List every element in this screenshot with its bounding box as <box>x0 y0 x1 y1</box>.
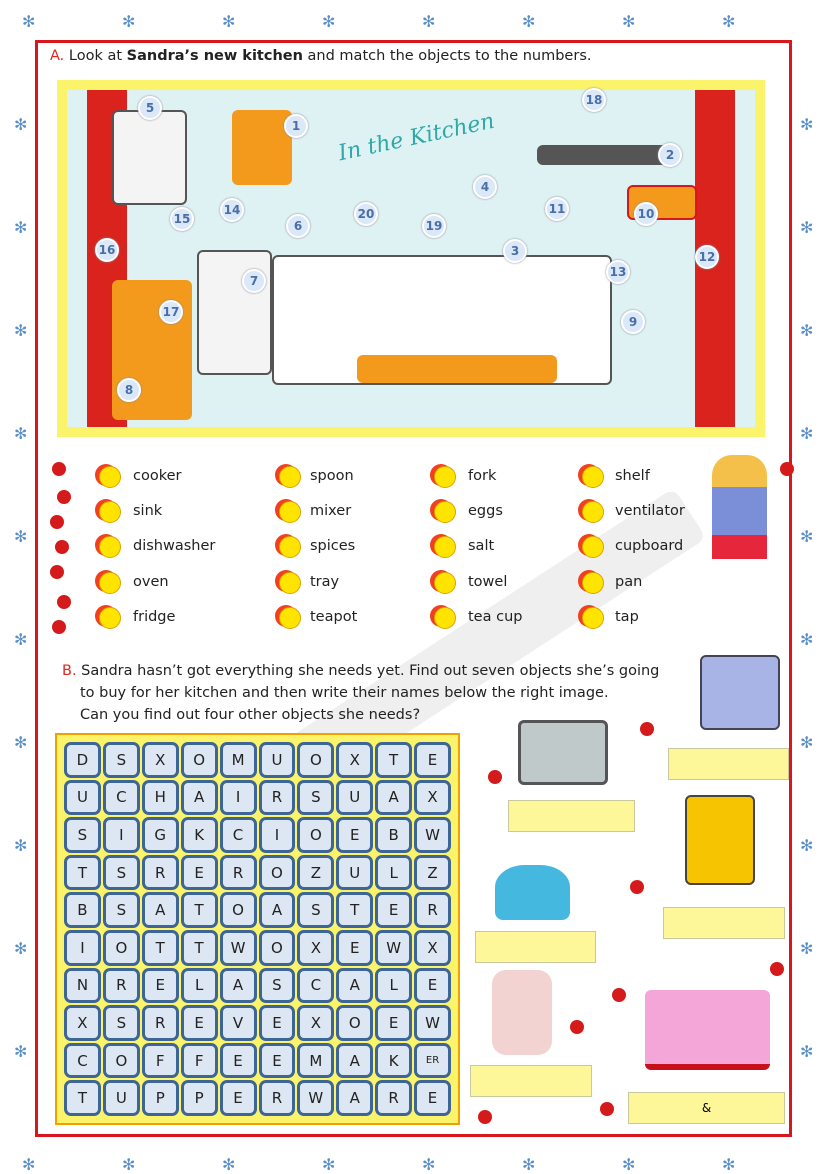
grid-letter[interactable]: I <box>64 930 101 966</box>
grid-letter[interactable]: F <box>181 1043 218 1079</box>
answer-circle[interactable] <box>99 466 121 488</box>
coffee-maker-image <box>685 795 755 885</box>
shelf-shape <box>537 145 667 165</box>
grid-letter[interactable]: S <box>297 780 334 816</box>
grid-letter[interactable]: H <box>142 780 179 816</box>
vocabulary-word: salt <box>468 538 495 554</box>
star-icon: ✻ <box>800 321 814 340</box>
cherry-icon <box>612 988 626 1002</box>
grid-letter[interactable]: U <box>259 742 296 778</box>
grid-letter[interactable]: C <box>103 780 140 816</box>
star-icon: ✻ <box>722 1155 736 1174</box>
kitchen-picture <box>57 80 765 437</box>
picture-number: 18 <box>582 88 606 112</box>
grid-letter[interactable]: K <box>375 1043 412 1079</box>
text: Sandra hasn’t got everything she needs yet. Find out seven objects she’s going <box>81 663 660 679</box>
star-icon: ✻ <box>14 630 28 649</box>
grid-letter[interactable]: Z <box>414 855 451 891</box>
picture-number: 12 <box>695 245 719 269</box>
star-icon: ✻ <box>800 1042 814 1061</box>
grid-letter[interactable]: S <box>297 892 334 928</box>
vocabulary-word: towel <box>468 574 508 590</box>
text: Look at <box>68 48 123 64</box>
star-icon: ✻ <box>800 836 814 855</box>
cherry-icon <box>57 490 71 504</box>
grid-letter[interactable]: O <box>220 892 257 928</box>
grid-letter[interactable]: C <box>297 968 334 1004</box>
answer-box[interactable] <box>508 800 635 832</box>
grid-letter[interactable]: E <box>259 1005 296 1041</box>
ventilator-shape <box>232 110 292 185</box>
picture-number: 1 <box>284 114 308 138</box>
grid-letter[interactable]: A <box>259 892 296 928</box>
oven-shape <box>197 250 272 375</box>
grid-letter[interactable]: N <box>64 968 101 1004</box>
cherry-icon <box>52 462 66 476</box>
answer-box[interactable] <box>663 907 785 939</box>
answer-circle[interactable] <box>582 607 604 629</box>
picture-number: 19 <box>422 214 446 238</box>
counter-base <box>357 355 557 383</box>
star-icon: ✻ <box>14 939 28 958</box>
grid-letter[interactable]: S <box>103 742 140 778</box>
star-icon: ✻ <box>800 115 814 134</box>
grid-letter[interactable]: E <box>336 930 373 966</box>
cherry-icon <box>488 770 502 784</box>
bold-text: Sandra’s new kitchen <box>126 48 303 64</box>
grid-letter[interactable]: U <box>336 780 373 816</box>
grid-letter[interactable]: T <box>181 930 218 966</box>
answer-circle[interactable] <box>99 536 121 558</box>
answer-circle[interactable] <box>434 536 456 558</box>
answer-circle[interactable] <box>582 466 604 488</box>
text: and match the objects to the numbers. <box>307 48 592 64</box>
grid-letter[interactable]: S <box>103 892 140 928</box>
grid-letter[interactable]: O <box>297 817 334 853</box>
star-icon: ✻ <box>800 733 814 752</box>
grid-letter[interactable]: P <box>142 1080 179 1116</box>
grid-letter[interactable]: L <box>375 968 412 1004</box>
grid-letter[interactable]: M <box>297 1043 334 1079</box>
cherry-icon <box>630 880 644 894</box>
answer-circle[interactable] <box>582 501 604 523</box>
vocabulary-word: fork <box>468 468 497 484</box>
star-icon: ✻ <box>422 12 436 31</box>
kitchen-illustration <box>67 90 755 427</box>
grid-letter[interactable]: L <box>375 855 412 891</box>
picture-number: 10 <box>634 202 658 226</box>
grid-letter[interactable]: A <box>336 968 373 1004</box>
grid-letter[interactable]: W <box>414 817 451 853</box>
text: Can you find out four other objects she needs? <box>80 707 421 723</box>
kettle-image <box>495 865 570 920</box>
star-icon: ✻ <box>422 1155 436 1174</box>
answer-circle[interactable] <box>434 466 456 488</box>
grid-letter[interactable]: S <box>103 1005 140 1041</box>
star-icon: ✻ <box>522 12 536 31</box>
star-icon: ✻ <box>22 1155 36 1174</box>
grid-letter[interactable]: L <box>181 968 218 1004</box>
picture-number: 7 <box>242 269 266 293</box>
grid-letter[interactable]: R <box>220 855 257 891</box>
vocabulary-word: shelf <box>615 468 650 484</box>
answer-circle[interactable] <box>279 572 301 594</box>
grid-letter[interactable]: B <box>375 817 412 853</box>
vocabulary-word: teapot <box>310 609 358 625</box>
grid-letter[interactable]: O <box>297 742 334 778</box>
vocabulary-word: tap <box>615 609 639 625</box>
microwave-image <box>518 720 608 785</box>
vocabulary-word: oven <box>133 574 169 590</box>
vocabulary-word: cupboard <box>615 538 684 554</box>
grid-letter[interactable]: X <box>336 742 373 778</box>
vocabulary-word: cooker <box>133 468 182 484</box>
picture-number: 17 <box>159 300 183 324</box>
answer-circle[interactable] <box>279 607 301 629</box>
grid-letter[interactable]: A <box>181 780 218 816</box>
picture-number: 4 <box>473 175 497 199</box>
answer-box[interactable] <box>475 931 596 963</box>
picture-number: 11 <box>545 197 569 221</box>
star-icon: ✻ <box>14 424 28 443</box>
picture-number: 2 <box>658 143 682 167</box>
grid-letter[interactable]: E <box>414 1080 451 1116</box>
star-icon: ✻ <box>122 1155 136 1174</box>
grid-letter[interactable]: O <box>336 1005 373 1041</box>
grid-letter[interactable]: E <box>181 855 218 891</box>
answer-circle[interactable] <box>99 572 121 594</box>
grid-letter[interactable]: R <box>259 1080 296 1116</box>
answer-circle[interactable] <box>582 572 604 594</box>
answer-circle[interactable] <box>582 536 604 558</box>
girl-illustration <box>712 455 767 615</box>
cherry-icon <box>770 962 784 976</box>
vocabulary-word: spoon <box>310 468 354 484</box>
cherry-icon <box>570 1020 584 1034</box>
grid-letter[interactable]: T <box>181 892 218 928</box>
answer-circle[interactable] <box>279 466 301 488</box>
grid-letter[interactable]: O <box>103 1043 140 1079</box>
word-search-grid <box>55 733 460 1125</box>
picture-number: 8 <box>117 378 141 402</box>
star-icon: ✻ <box>722 12 736 31</box>
grid-letter[interactable]: F <box>142 1043 179 1079</box>
grid-letter[interactable]: Z <box>297 855 334 891</box>
section-letter: B. <box>62 663 77 679</box>
picture-number: 14 <box>220 198 244 222</box>
star-icon: ✻ <box>322 1155 336 1174</box>
cherry-icon <box>57 595 71 609</box>
grid-letter[interactable]: V <box>220 1005 257 1041</box>
star-icon: ✻ <box>14 115 28 134</box>
picture-number: 9 <box>621 310 645 334</box>
picture-number: 20 <box>354 202 378 226</box>
vocabulary-word: tray <box>310 574 340 590</box>
grid-letter[interactable]: X <box>414 780 451 816</box>
grid-letter[interactable]: W <box>414 1005 451 1041</box>
grid-letter[interactable]: K <box>181 817 218 853</box>
cherry-icon <box>780 462 794 476</box>
star-icon: ✻ <box>800 939 814 958</box>
grid-letter[interactable]: S <box>103 855 140 891</box>
grid-letter[interactable]: ER <box>414 1043 451 1079</box>
grid-letter[interactable]: C <box>220 817 257 853</box>
grid-letter[interactable]: I <box>259 817 296 853</box>
grid-letter[interactable]: A <box>336 1043 373 1079</box>
vocabulary-word: ventilator <box>615 503 685 519</box>
star-icon: ✻ <box>800 527 814 546</box>
grid-letter[interactable]: X <box>414 930 451 966</box>
vocabulary-word: mixer <box>310 503 352 519</box>
star-icon: ✻ <box>14 321 28 340</box>
grid-letter[interactable]: E <box>375 1005 412 1041</box>
grid-letter[interactable]: O <box>259 930 296 966</box>
star-icon: ✻ <box>622 12 636 31</box>
tupperware-image <box>492 970 552 1055</box>
picture-number: 15 <box>170 207 194 231</box>
grid-letter[interactable]: O <box>181 742 218 778</box>
section-a-instruction <box>50 48 591 64</box>
grid-letter[interactable]: O <box>259 855 296 891</box>
grid-letter[interactable]: X <box>297 930 334 966</box>
star-icon: ✻ <box>222 12 236 31</box>
grid-letter[interactable]: C <box>64 1043 101 1079</box>
grid-letter[interactable]: W <box>375 930 412 966</box>
star-icon: ✻ <box>322 12 336 31</box>
section-b-instruction <box>62 660 659 726</box>
grid-letter[interactable]: E <box>181 1005 218 1041</box>
text: to buy for her kitchen and then write their names below the right image. <box>80 685 609 701</box>
grid-letter[interactable]: T <box>336 892 373 928</box>
star-icon: ✻ <box>14 836 28 855</box>
grid-letter[interactable]: O <box>103 930 140 966</box>
answer-box[interactable] <box>470 1065 592 1097</box>
picture-number: 5 <box>138 96 162 120</box>
answer-box[interactable]: & <box>628 1092 785 1124</box>
grid-letter[interactable]: P <box>181 1080 218 1116</box>
vocabulary-word: pan <box>615 574 643 590</box>
grid-letter[interactable]: R <box>103 968 140 1004</box>
vocabulary-word: tea cup <box>468 609 523 625</box>
grid-letter[interactable]: E <box>259 1043 296 1079</box>
vocabulary-word: eggs <box>468 503 503 519</box>
star-icon: ✻ <box>14 527 28 546</box>
grid-letter[interactable]: D <box>64 742 101 778</box>
vocabulary-word: spices <box>310 538 356 554</box>
grid-letter[interactable]: E <box>414 968 451 1004</box>
grid-letter[interactable]: W <box>297 1080 334 1116</box>
grid-letter[interactable]: S <box>64 817 101 853</box>
grid-letter[interactable]: U <box>103 1080 140 1116</box>
grid-letter[interactable]: A <box>336 1080 373 1116</box>
grid-letter[interactable]: T <box>64 1080 101 1116</box>
grid-letter[interactable]: X <box>64 1005 101 1041</box>
grid-letter[interactable]: I <box>220 780 257 816</box>
grid-letter[interactable]: T <box>64 855 101 891</box>
cherry-icon <box>600 1102 614 1116</box>
grid-letter[interactable]: X <box>297 1005 334 1041</box>
picture-number: 13 <box>606 260 630 284</box>
star-icon: ✻ <box>522 1155 536 1174</box>
grid-letter[interactable]: E <box>375 892 412 928</box>
cherry-icon <box>55 540 69 554</box>
grid-letter[interactable]: E <box>220 1043 257 1079</box>
grid-letter[interactable]: G <box>142 817 179 853</box>
star-icon: ✻ <box>222 1155 236 1174</box>
answer-circle[interactable] <box>434 607 456 629</box>
grid-letter[interactable]: X <box>142 742 179 778</box>
star-icon: ✻ <box>800 424 814 443</box>
table-and-chairs-image <box>645 990 770 1070</box>
picture-number: 6 <box>286 214 310 238</box>
answer-circle[interactable] <box>279 501 301 523</box>
grid-letter[interactable]: B <box>64 892 101 928</box>
answer-circle[interactable] <box>434 501 456 523</box>
grid-letter[interactable]: U <box>64 780 101 816</box>
grid-letter[interactable]: S <box>259 968 296 1004</box>
cherry-icon <box>52 620 66 634</box>
star-icon: ✻ <box>14 1042 28 1061</box>
grid-letter[interactable]: T <box>375 742 412 778</box>
answer-circle[interactable] <box>99 607 121 629</box>
star-icon: ✻ <box>800 218 814 237</box>
vocabulary-word: dishwasher <box>133 538 216 554</box>
picture-number: 16 <box>95 238 119 262</box>
answer-circle[interactable] <box>279 536 301 558</box>
star-icon: ✻ <box>14 733 28 752</box>
grid-letter[interactable]: R <box>142 855 179 891</box>
answer-circle[interactable] <box>99 501 121 523</box>
star-icon: ✻ <box>122 12 136 31</box>
cupboard-shape <box>112 110 187 205</box>
grid-letter[interactable]: E <box>336 817 373 853</box>
cherry-icon <box>50 515 64 529</box>
answer-circle[interactable] <box>434 572 456 594</box>
grid-letter[interactable]: I <box>103 817 140 853</box>
star-icon: ✻ <box>800 630 814 649</box>
grid-letter[interactable]: R <box>414 892 451 928</box>
grid-letter[interactable]: A <box>220 968 257 1004</box>
star-icon: ✻ <box>622 1155 636 1174</box>
star-icon: ✻ <box>14 218 28 237</box>
picture-title: In the Kitchen <box>336 108 497 167</box>
grid-letter[interactable]: R <box>259 780 296 816</box>
answer-box[interactable] <box>668 748 789 780</box>
toaster-image <box>700 655 780 730</box>
grid-letter[interactable]: T <box>142 930 179 966</box>
star-icon: ✻ <box>22 12 36 31</box>
vocabulary-word: sink <box>133 503 163 519</box>
grid-letter[interactable]: E <box>414 742 451 778</box>
grid-letter[interactable]: A <box>375 780 412 816</box>
grid-letter[interactable]: R <box>375 1080 412 1116</box>
grid-letter[interactable]: U <box>336 855 373 891</box>
picture-number: 3 <box>503 239 527 263</box>
section-letter: A. <box>50 48 65 64</box>
grid-letter[interactable]: E <box>142 968 179 1004</box>
grid-letter[interactable]: E <box>220 1080 257 1116</box>
cherry-icon <box>478 1110 492 1124</box>
vocabulary-word: fridge <box>133 609 176 625</box>
grid-letter[interactable]: W <box>220 930 257 966</box>
cherry-icon <box>50 565 64 579</box>
grid-letter[interactable]: R <box>142 1005 179 1041</box>
grid-letter[interactable]: M <box>220 742 257 778</box>
grid-letter[interactable]: A <box>142 892 179 928</box>
